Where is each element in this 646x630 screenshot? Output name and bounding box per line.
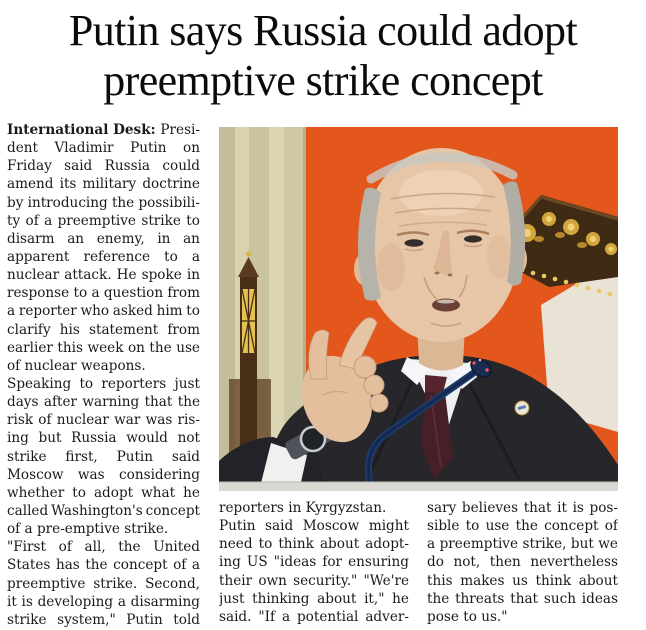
text-line: just thinking about it," he (219, 590, 409, 607)
text-line: earlier this week on the use (7, 339, 200, 356)
text-line: ty of a preemptive strike to (7, 212, 200, 229)
headline-line-1: Putin says Russia could adopt (68, 6, 578, 55)
text-line: sible to use the concept of (427, 518, 618, 535)
text-line: their own security." "We're (219, 572, 409, 589)
text-line: by introducing the possibili- (7, 194, 200, 211)
headline (0, 6, 646, 106)
text-line: ing US "ideas for ensuring (219, 554, 409, 571)
text-line: risk of nuclear war was ris- (7, 412, 200, 429)
text-line: Friday said Russia could (7, 158, 200, 175)
text-line: do not, then nevertheless (427, 554, 618, 571)
text-line: Moscow was considering (7, 466, 200, 483)
article-photo (219, 127, 618, 491)
microphone-light (479, 359, 482, 362)
text-line: sary believes that it is pos- (427, 500, 618, 516)
text-line: called Washington's concept (7, 502, 200, 519)
text-line: apparent reference to a (7, 248, 200, 265)
text-line: International Desk: Presi- (7, 122, 200, 138)
text-line: nuclear attack. He spoke in (7, 267, 200, 284)
text-line: preemptive strike. Second, (7, 575, 200, 592)
text-line: response to a question from (7, 285, 200, 302)
text-line: this makes us think about (427, 572, 618, 589)
text-line: of nuclear weapons. (7, 357, 146, 374)
microphone-light (472, 361, 475, 364)
lapel-pin (515, 401, 529, 415)
text-line: it is developing a disarming (7, 593, 200, 610)
text-line: ing but Russia would not (7, 430, 200, 447)
text-line: reporters in Kyrgyzstan. (219, 500, 387, 516)
headline-line-2: preemptive strike concept (103, 56, 543, 105)
text-line: dent Vladimir Putin on (7, 140, 200, 157)
text-line: States has the concept of a (7, 557, 200, 574)
text-line: amend its military doctrine (7, 176, 200, 193)
text-line: need to think about adopt- (219, 536, 409, 553)
article-column-left (7, 121, 200, 629)
table-edge (219, 482, 618, 491)
text-line: disarm an enemy, in an (7, 230, 200, 247)
text-line: days after warning that the (7, 394, 200, 411)
text-line: the threats that such ideas (427, 590, 618, 607)
text-line: of a pre-emptive strike. (7, 521, 169, 538)
putin-photo-illustration (219, 127, 618, 491)
microphone-light (485, 368, 488, 371)
text-line: a preemptive strike, but we (427, 536, 618, 553)
article-column-middle (219, 499, 409, 626)
article-column-right (427, 499, 618, 626)
text-line: clarify his statement from (7, 321, 200, 338)
text-line: said. "If a potential adver- (219, 608, 409, 625)
text-line: pose to us." (427, 608, 508, 625)
text-line: "First of all, the United (7, 539, 200, 556)
text-line: Putin said Moscow might (219, 518, 409, 535)
text-line: a reporter who asked him to (7, 303, 200, 320)
text-line: strike first, Putin said (7, 448, 200, 465)
text-line: whether to adopt what he (7, 484, 200, 501)
text-line: Speaking to reporters just (7, 375, 200, 392)
text-line: strike system," Putin told (7, 611, 200, 628)
byline-label: International Desk: (7, 122, 156, 138)
